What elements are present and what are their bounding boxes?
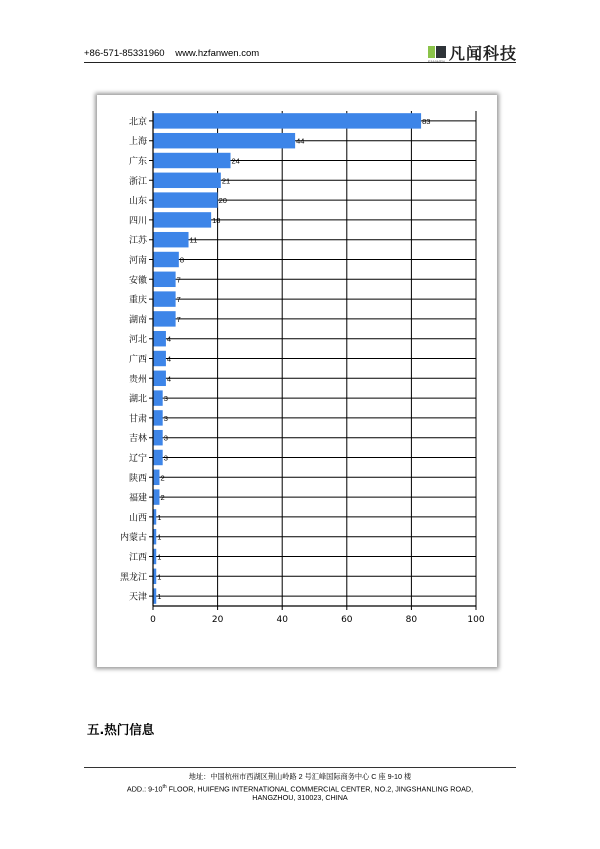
data-label: 1 <box>157 532 162 542</box>
y-tick-label: 上海 <box>128 137 147 148</box>
footer-address-city: HANGZHOU, 310023, CHINA <box>252 793 348 802</box>
y-tick-label: 河南 <box>128 256 147 266</box>
data-label: 3 <box>163 413 168 423</box>
y-tick-label: 安徽 <box>128 275 147 286</box>
data-label: 4 <box>166 374 172 384</box>
bar <box>153 113 421 128</box>
data-label: 24 <box>231 156 240 166</box>
data-label: 83 <box>422 116 431 126</box>
bar <box>153 351 166 366</box>
y-tick-label: 江西 <box>128 553 147 563</box>
logo-mark-icon: FANWEN <box>428 46 446 64</box>
data-label: 7 <box>176 314 181 324</box>
y-tick-label: 山西 <box>128 513 147 524</box>
header-contact <box>84 48 267 59</box>
data-label: 21 <box>221 176 231 186</box>
bar <box>153 232 189 247</box>
data-label: 1 <box>157 592 162 602</box>
bar <box>153 430 163 445</box>
y-tick-label: 甘肃 <box>128 414 147 425</box>
bar <box>153 390 163 405</box>
data-label: 3 <box>163 394 168 404</box>
y-tick-label: 吉林 <box>128 434 147 445</box>
data-label: 1 <box>157 512 162 522</box>
bar <box>153 291 176 306</box>
y-tick-label: 湖北 <box>128 394 147 405</box>
phone-number: +86-571-85331960 <box>84 48 165 59</box>
bar <box>153 331 166 346</box>
data-label: 8 <box>179 255 185 265</box>
x-tick-label: 0 <box>150 615 156 625</box>
y-tick-label: 内蒙古 <box>119 533 147 544</box>
data-label: 7 <box>176 295 181 305</box>
x-tick-label: 80 <box>405 615 418 625</box>
data-label: 2 <box>160 473 165 483</box>
y-tick-label: 天津 <box>128 592 147 603</box>
data-label: 4 <box>166 354 172 364</box>
data-label: 7 <box>176 275 181 285</box>
logo-text: 凡闻科技 <box>449 44 518 63</box>
bar <box>153 133 295 148</box>
bar <box>153 410 163 425</box>
bar <box>153 252 179 267</box>
data-label: 44 <box>296 136 305 146</box>
y-tick-label: 江苏 <box>128 236 147 247</box>
x-tick-label: 40 <box>276 615 288 625</box>
y-tick-label: 湖南 <box>128 315 147 326</box>
data-label: 4 <box>166 334 172 344</box>
bar <box>153 272 176 287</box>
footer-address-cn: 地址：中国杭州市西湖区荆山岭路 2 号汇峰国际商务中心 C 座 9-10 楼 <box>188 772 412 781</box>
data-label: 18 <box>212 215 221 225</box>
x-tick-label: 100 <box>467 615 485 625</box>
y-tick-label: 福建 <box>128 493 147 504</box>
bar <box>153 192 218 207</box>
y-tick-label: 广东 <box>128 157 147 167</box>
data-label: 3 <box>163 433 168 443</box>
y-tick-label: 北京 <box>128 117 147 128</box>
y-tick-label: 广西 <box>128 355 147 365</box>
chart-frame <box>97 95 497 667</box>
bar <box>153 470 159 485</box>
y-tick-label: 重庆 <box>128 295 147 306</box>
bar <box>153 489 159 504</box>
y-tick-label: 辽宁 <box>128 454 147 464</box>
bar <box>153 311 176 326</box>
bar-chart <box>97 95 497 667</box>
y-tick-label: 河北 <box>128 335 147 346</box>
data-label: 20 <box>218 196 227 206</box>
x-tick-label: 20 <box>211 615 224 625</box>
footer-address-en: ADD.: 9-10th FLOOR, HUIFENG INTERNATIONAL COMMERCIAL CENTER, NO.2, JINGSHANLING ROAD, <box>126 784 474 794</box>
company-logo <box>428 41 517 64</box>
bar <box>153 153 231 168</box>
data-label: 1 <box>157 572 162 582</box>
y-tick-label: 四川 <box>128 216 147 227</box>
footer-rule <box>84 767 516 768</box>
bar <box>153 371 166 386</box>
y-tick-label: 浙江 <box>128 176 147 187</box>
data-label: 11 <box>189 235 198 245</box>
header-rule <box>84 62 516 63</box>
section-title: 五.热门信息 <box>87 722 155 737</box>
bar <box>153 212 211 227</box>
data-label: 3 <box>163 453 168 463</box>
y-tick-label: 陕西 <box>128 473 147 484</box>
y-tick-label: 贵州 <box>128 374 147 385</box>
y-tick-label: 黑龙江 <box>119 572 147 583</box>
x-tick-label: 60 <box>341 615 353 625</box>
bar <box>153 173 221 188</box>
y-tick-label: 山东 <box>128 196 147 207</box>
data-label: 2 <box>160 493 165 503</box>
website-link[interactable]: www.hzfanwen.com <box>175 48 260 59</box>
data-label: 1 <box>157 552 162 562</box>
bar <box>153 450 163 465</box>
